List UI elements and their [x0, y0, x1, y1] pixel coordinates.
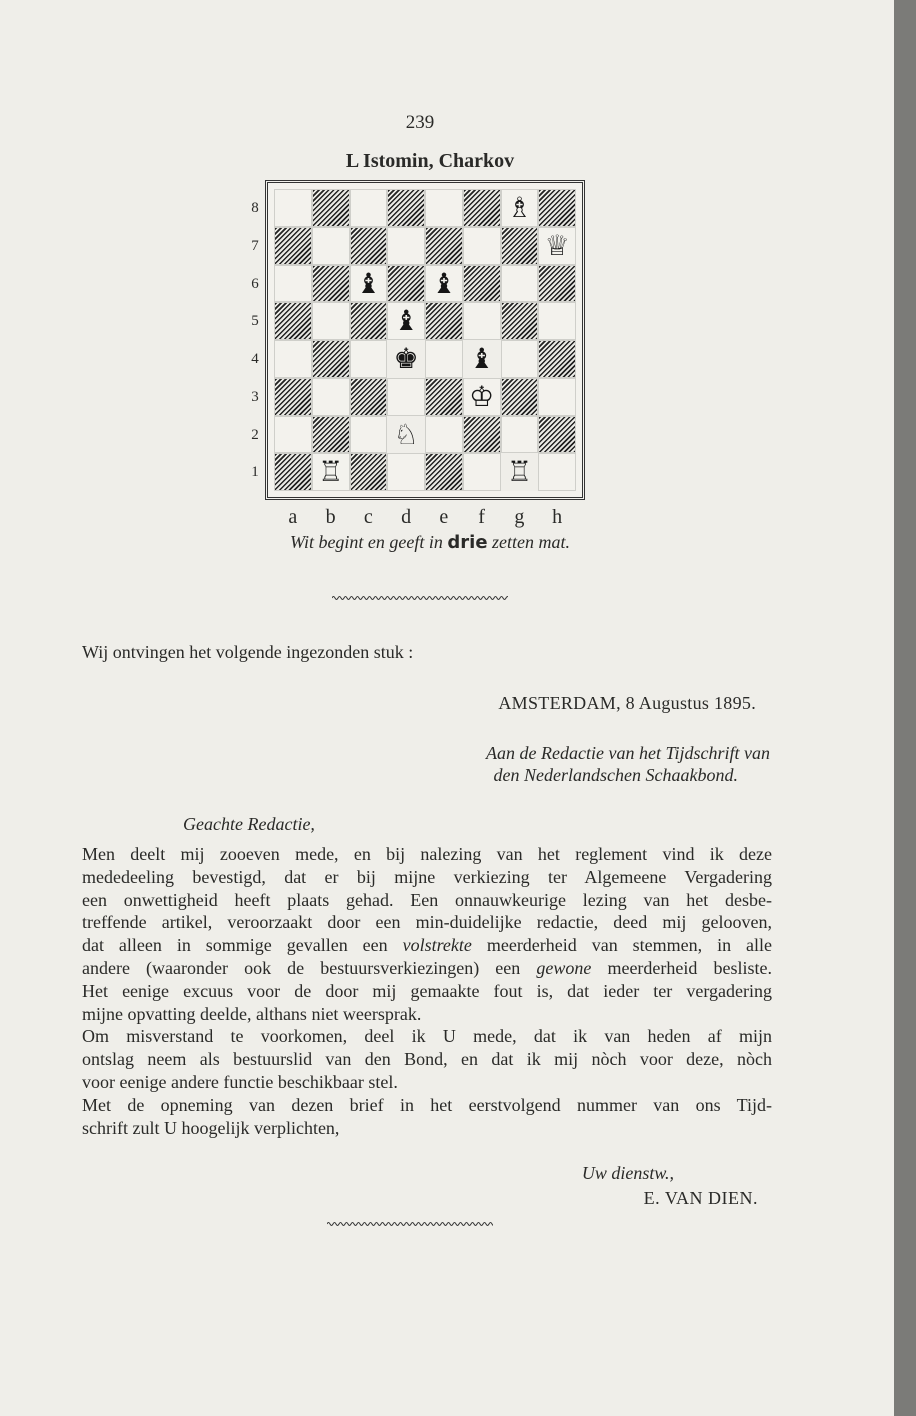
board-square	[501, 227, 539, 265]
file-label: c	[363, 506, 373, 528]
file-label: b	[325, 506, 336, 528]
file-label: e	[439, 506, 449, 528]
letter-body-line: mededeeling bevestigd, dat er bij mijne verkiezing ter Algemeene Vergadering	[82, 866, 772, 887]
letter-closing: Uw dienstw.,	[581, 1163, 674, 1183]
letter-body-line: mijne opvatting deelde, althans niet weersprak.	[82, 1003, 422, 1024]
board-square	[501, 265, 539, 303]
emphasis: gewone	[536, 958, 592, 978]
letter-body-line: Met de opneming van dezen brief in het eerstvolgend nummer van ons Tijd-	[82, 1094, 772, 1115]
board-square	[387, 189, 425, 227]
board-square	[538, 340, 576, 378]
board-square	[538, 265, 576, 303]
board-square	[501, 378, 539, 416]
file-label: g	[514, 506, 525, 528]
letter-body-line: dat alleen in sommige gevallen een volstrekte meerderheid van stemmen, in alle	[82, 935, 773, 956]
emphasis: volstrekte	[402, 935, 472, 956]
white-queen-icon: ♕	[544, 228, 570, 262]
letter-salutation: Geachte Redactie,	[183, 814, 315, 834]
board-square	[425, 340, 463, 378]
black-bishop-icon: ♝	[463, 340, 501, 378]
board-square	[387, 227, 425, 265]
board-square	[425, 227, 463, 265]
rank-label: 7	[251, 237, 259, 254]
board-square	[312, 378, 350, 416]
board-square	[350, 416, 388, 454]
rank-label: 5	[251, 313, 259, 330]
letter-place-date: AMSTERDAM, 8 Augustus 1895.	[498, 693, 756, 713]
board-square	[538, 189, 576, 227]
board-square	[538, 302, 576, 340]
file-label: f	[478, 506, 485, 528]
letter-body-line: ontslag neem als bestuurslid van den Bond, en dat ik mij nòch voor deze, nòch	[82, 1049, 772, 1070]
board-square	[274, 340, 312, 378]
board-square	[425, 302, 463, 340]
file-label: d	[401, 506, 412, 528]
board-square	[387, 453, 425, 491]
black-bishop-icon: ♝	[431, 266, 457, 300]
board-square	[350, 340, 388, 378]
rank-label: 4	[251, 351, 259, 367]
board-square	[312, 189, 350, 227]
white-bishop-icon: ♗	[506, 191, 532, 224]
caption-bold: drie	[447, 532, 488, 553]
board-square	[274, 189, 312, 227]
letter-body-line: een onwettigheid heeft plaats gehad. Een onnauwkeurige lezing van het desbe-	[82, 889, 772, 910]
letter-body-line: treffende artikel, veroorzaakt door een min-duidelijke redactie, deed mij gelooven,	[82, 912, 772, 933]
board-square	[463, 189, 501, 227]
wavy-divider	[332, 594, 508, 602]
letter-body-line: schrift zult U hoogelijk verplichten,	[82, 1117, 340, 1138]
board-square	[425, 453, 463, 491]
rank-label: 1	[251, 464, 259, 481]
white-knight-icon: ♘	[387, 416, 425, 454]
board-square	[274, 265, 312, 303]
white-king-icon: ♔	[469, 379, 495, 413]
rank-label: 6	[251, 275, 259, 292]
board-square	[274, 227, 312, 265]
board-square	[387, 378, 425, 416]
board-square	[274, 302, 312, 340]
white-rook-icon: ♖	[501, 453, 539, 491]
board-square	[501, 302, 539, 340]
letter-body-line: andere (waaronder ook de bestuursverkiezingen) een gewone meerderheid besliste.	[82, 958, 772, 978]
board-square	[463, 302, 501, 340]
rank-label: 2	[251, 426, 259, 443]
board-square	[463, 227, 501, 265]
letter-signature: E. VAN DIEN.	[643, 1188, 758, 1208]
board-square	[425, 416, 463, 454]
white-rook-icon: ♖	[318, 455, 344, 489]
board-square	[538, 453, 576, 491]
caption-text-end: zetten mat.	[487, 532, 571, 552]
problem-caption	[230, 532, 630, 553]
letter-intro: Wij ontvingen het volgende ingezonden stuk :	[82, 642, 414, 662]
file-label: a	[288, 506, 298, 528]
wavy-divider-end	[327, 1220, 493, 1228]
board-square	[312, 227, 350, 265]
board-square	[274, 416, 312, 454]
letter-address-line-2: den Nederlandschen Schaakbond.	[493, 765, 738, 785]
black-bishop-icon: ♝	[355, 266, 381, 300]
problem-title: L Istomin, Charkov	[345, 150, 515, 172]
board-square	[312, 340, 350, 378]
board-square	[350, 302, 388, 340]
board-square	[350, 189, 388, 227]
letter-body-line: Om misverstand te voorkomen, deel ik U mede, dat ik van heden af mijn	[82, 1026, 772, 1047]
board-square	[350, 378, 388, 416]
board-square	[312, 302, 350, 340]
letter-body-line: Het eenige excuus voor de door mij gemaakte fout is, dat ieder ter vergadering	[82, 980, 772, 1001]
board-square	[274, 453, 312, 491]
file-label: h	[552, 506, 563, 528]
rank-label: 8	[251, 200, 259, 216]
letter-body-line: Men deelt mij zooeven mede, en bij nalezing van het reglement vind ik deze	[82, 844, 772, 864]
board-square	[350, 453, 388, 491]
board-square	[501, 416, 539, 454]
board-square	[425, 189, 463, 227]
black-king-icon: ♚	[387, 340, 425, 378]
board-square	[425, 378, 463, 416]
board-square	[463, 416, 501, 454]
board-square	[463, 453, 501, 491]
rank-label: 3	[251, 388, 259, 405]
board-square	[274, 378, 312, 416]
caption-text: Wit begint en geeft in	[289, 532, 448, 552]
chess-diagram	[265, 180, 585, 500]
page-number: 239	[405, 112, 435, 133]
board-square	[350, 227, 388, 265]
board-square	[312, 416, 350, 454]
chess-board	[274, 189, 576, 491]
letter-body-line: voor eenige andere functie beschikbaar stel.	[82, 1072, 398, 1092]
board-square	[501, 340, 539, 378]
board-square	[538, 378, 576, 416]
black-bishop-icon: ♝	[393, 304, 419, 338]
board-square	[312, 265, 350, 303]
board-square	[538, 416, 576, 454]
letter-address-line-1: Aan de Redactie van het Tijdschrift van	[486, 743, 770, 763]
board-square	[387, 265, 425, 303]
board-square	[463, 265, 501, 303]
